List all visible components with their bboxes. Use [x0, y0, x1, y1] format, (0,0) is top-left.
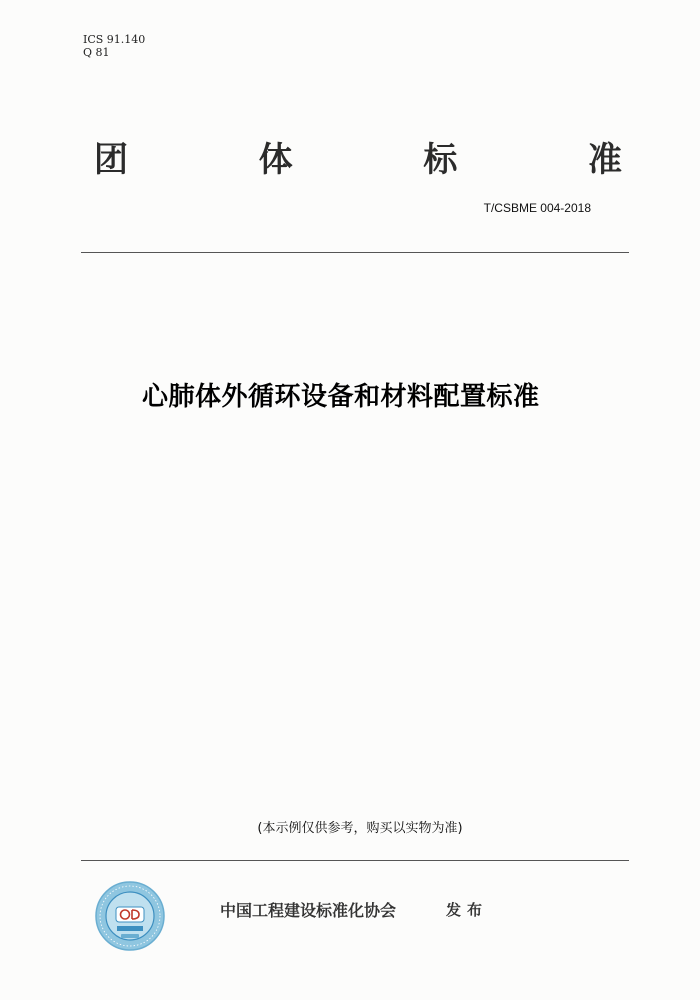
standard-type-char: 体 — [258, 140, 293, 180]
standard-type-heading — [94, 132, 622, 181]
document-title: 心肺体外循环设备和材料配置标准 — [142, 382, 540, 412]
standard-type-char: 团 — [94, 140, 128, 180]
sample-notice-text: (本示例仅供参考，购买以实物为准) — [257, 821, 463, 836]
standard-type-char: 标 — [423, 140, 458, 180]
standard-code: T/CSBME 004-2018 — [483, 201, 591, 215]
publisher-name: 中国工程建设标准化协会 — [220, 901, 397, 920]
top-divider — [81, 252, 629, 253]
ics-code: ICS 91.140 — [83, 33, 146, 46]
bottom-divider — [81, 860, 629, 861]
ccs-code: Q 81 — [83, 46, 110, 59]
standard-type-char: 准 — [587, 140, 622, 180]
sample-notice — [0, 817, 700, 836]
classification-codes — [83, 33, 145, 59]
certification-seal-icon — [94, 880, 166, 952]
publish-label: 发布 — [446, 901, 489, 919]
